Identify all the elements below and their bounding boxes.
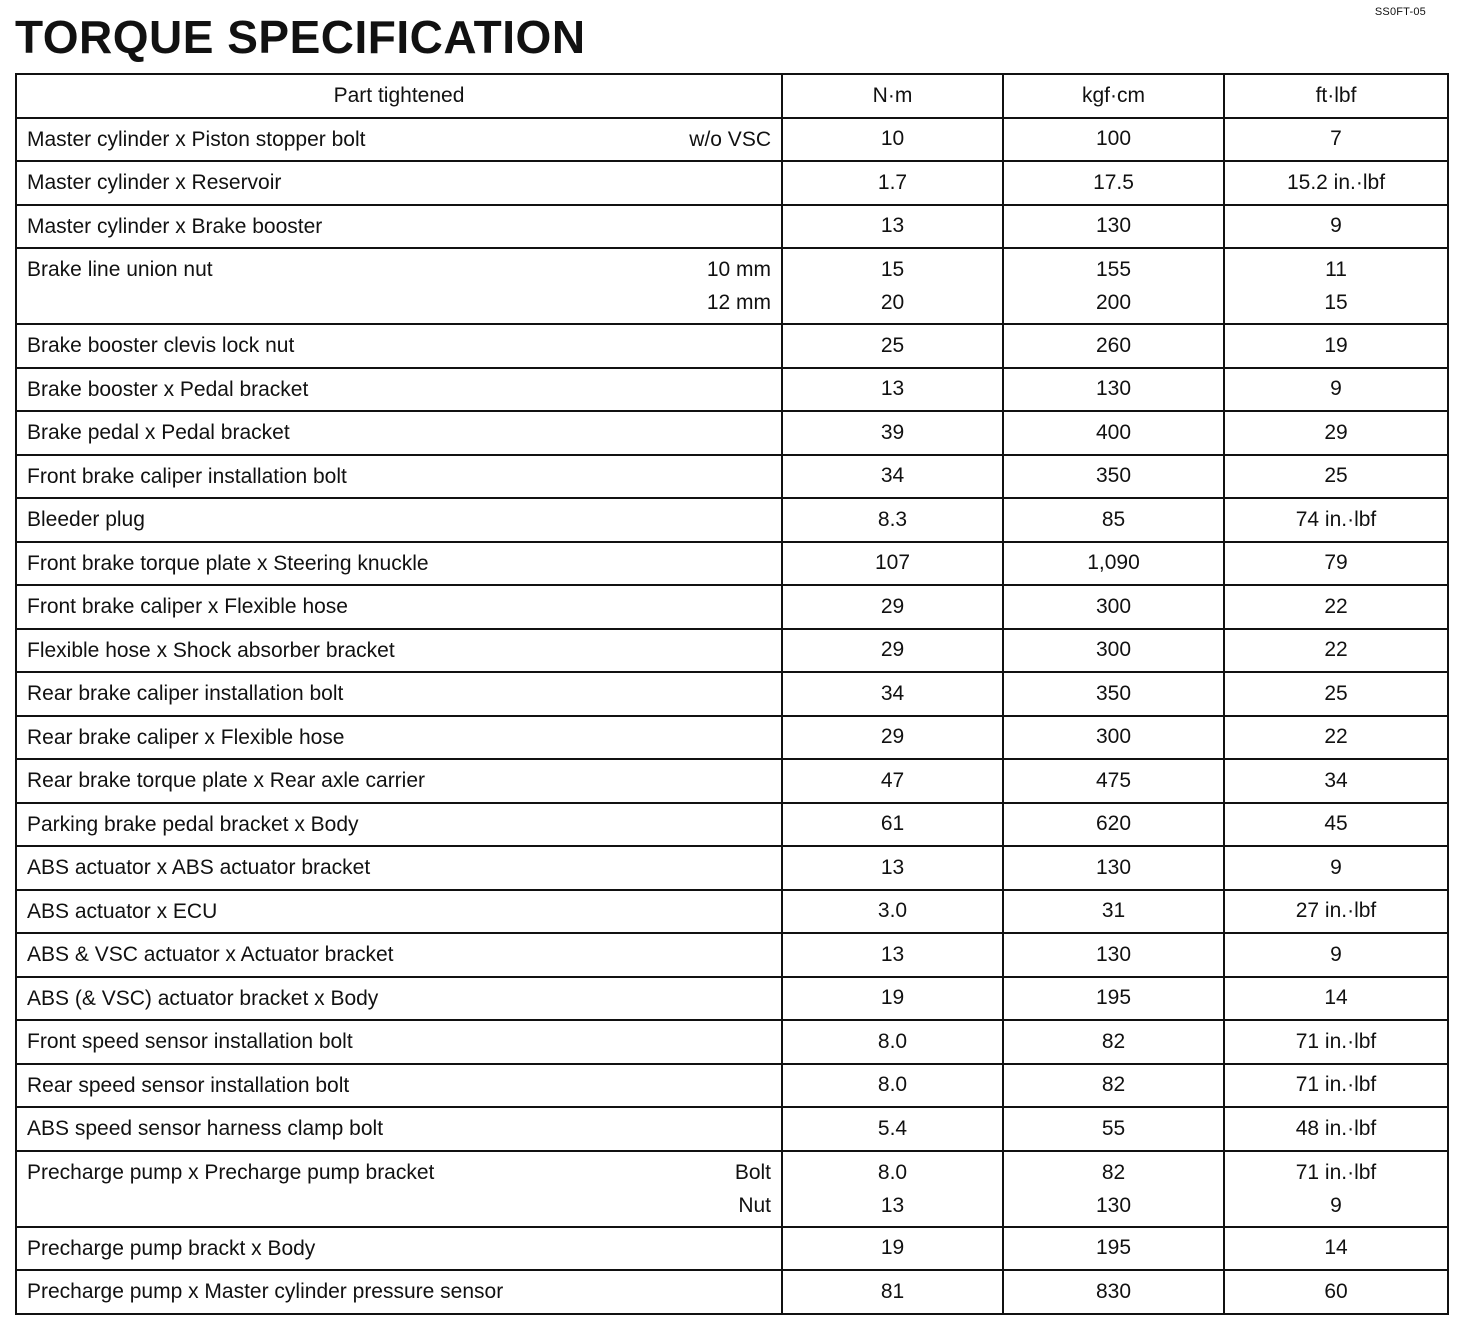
- part-tightened-cell: [16, 498, 782, 542]
- nm-value: 39: [782, 411, 1003, 455]
- kgfcm-value: 350: [1003, 455, 1224, 499]
- ftlbf-value: 15: [1324, 291, 1348, 314]
- ftlbf-value: 45: [1224, 803, 1448, 847]
- kgfcm-value: 85: [1003, 498, 1224, 542]
- part-tightened-cell: [16, 759, 782, 803]
- kgfcm-value-cell: [1003, 1151, 1224, 1227]
- table-row: [16, 1107, 1448, 1151]
- part-condition: 12 mm: [706, 291, 771, 314]
- table-row: [16, 890, 1448, 934]
- nm-value: 13: [782, 368, 1003, 412]
- ftlbf-value: 74 in.·lbf: [1224, 498, 1448, 542]
- nm-value: 25: [782, 324, 1003, 368]
- part-name: ABS actuator x ABS actuator bracket: [27, 856, 371, 880]
- table-row: [16, 118, 1448, 162]
- part-tightened-cell: [16, 1020, 782, 1064]
- part-condition: w/o VSC: [689, 127, 771, 151]
- kgfcm-value: 830: [1003, 1270, 1224, 1314]
- ftlbf-value-cell: [1224, 1151, 1448, 1227]
- nm-value: 13: [880, 1193, 905, 1217]
- nm-value: 8.0: [782, 1064, 1003, 1108]
- table-row: [16, 716, 1448, 760]
- nm-value: 13: [782, 933, 1003, 977]
- ftlbf-value: 9: [1224, 368, 1448, 412]
- nm-value: 15: [880, 258, 905, 281]
- kgfcm-value: 260: [1003, 324, 1224, 368]
- kgfcm-value: 130: [1003, 205, 1224, 249]
- table-row: [16, 248, 1448, 324]
- part-name: Master cylinder x Piston stopper bolt: [27, 127, 366, 151]
- ftlbf-value-cell: [1224, 248, 1448, 324]
- nm-value: 8.0: [877, 1160, 908, 1184]
- ftlbf-value: 9: [1330, 1193, 1342, 1217]
- part-condition: 10 mm: [706, 258, 771, 281]
- part-name: ABS & VSC actuator x Actuator bracket: [27, 943, 394, 967]
- part-tightened-cell: [16, 161, 782, 205]
- nm-value: 81: [782, 1270, 1003, 1314]
- header-nm: N·m: [782, 74, 1003, 118]
- part-name: Rear brake caliper x Flexible hose: [27, 725, 345, 749]
- part-name: Brake line union nut: [27, 258, 213, 281]
- part-name: Precharge pump brackt x Body: [27, 1236, 316, 1260]
- ftlbf-value: 9: [1224, 846, 1448, 890]
- part-name: ABS speed sensor harness clamp bolt: [27, 1117, 384, 1141]
- table-row: [16, 161, 1448, 205]
- header-kgfcm: kgf·cm: [1003, 74, 1224, 118]
- kgfcm-value: 400: [1003, 411, 1224, 455]
- nm-value: 1.7: [782, 161, 1003, 205]
- table-row: [16, 1227, 1448, 1271]
- part-name: Front brake caliper installation bolt: [27, 464, 347, 488]
- part-name: Master cylinder x Reservoir: [27, 171, 282, 195]
- table-row: [16, 205, 1448, 249]
- table-row: [16, 324, 1448, 368]
- kgfcm-value-cell: [1003, 248, 1224, 324]
- nm-value: 8.3: [782, 498, 1003, 542]
- part-tightened-cell: [16, 803, 782, 847]
- kgfcm-value: 1,090: [1003, 542, 1224, 586]
- ftlbf-value: 22: [1224, 585, 1448, 629]
- kgfcm-value: 350: [1003, 672, 1224, 716]
- part-tightened-cell: [16, 455, 782, 499]
- ftlbf-value: 9: [1224, 205, 1448, 249]
- part-name: Front speed sensor installation bolt: [27, 1030, 353, 1054]
- kgfcm-value: 475: [1003, 759, 1224, 803]
- ftlbf-value: 71 in.·lbf: [1224, 1020, 1448, 1064]
- ftlbf-value: 15.2 in.·lbf: [1224, 161, 1448, 205]
- part-name: Parking brake pedal bracket x Body: [27, 812, 359, 836]
- kgfcm-value: 82: [1003, 1020, 1224, 1064]
- part-name: Bleeder plug: [27, 508, 145, 532]
- nm-value: 19: [782, 1227, 1003, 1271]
- part-tightened-cell: [16, 716, 782, 760]
- table-row: [16, 846, 1448, 890]
- part-tightened-cell: [16, 1227, 782, 1271]
- table-row: [16, 672, 1448, 716]
- nm-value: 19: [782, 977, 1003, 1021]
- part-name: Brake booster x Pedal bracket: [27, 377, 309, 401]
- part-name: Flexible hose x Shock absorber bracket: [27, 638, 395, 662]
- kgfcm-value: 82: [1101, 1160, 1126, 1184]
- table-row: [16, 498, 1448, 542]
- nm-value: 8.0: [782, 1020, 1003, 1064]
- part-tightened-cell: [16, 542, 782, 586]
- nm-value: 34: [782, 455, 1003, 499]
- part-tightened-cell: [16, 1064, 782, 1108]
- kgfcm-value: 300: [1003, 585, 1224, 629]
- table-row: [16, 585, 1448, 629]
- table-row: [16, 542, 1448, 586]
- kgfcm-value: 195: [1003, 977, 1224, 1021]
- part-name: Brake booster clevis lock nut: [27, 334, 295, 358]
- nm-value: 107: [782, 542, 1003, 586]
- kgfcm-value: 155: [1095, 258, 1132, 281]
- ftlbf-value: 22: [1224, 629, 1448, 673]
- torque-table: [15, 73, 1449, 1315]
- nm-value: 20: [880, 291, 905, 314]
- ftlbf-value: 11: [1325, 258, 1347, 281]
- part-tightened-cell: [16, 629, 782, 673]
- kgfcm-value: 620: [1003, 803, 1224, 847]
- nm-value: 47: [782, 759, 1003, 803]
- ftlbf-value: 29: [1224, 411, 1448, 455]
- part-name: Front brake torque plate x Steering knuckle: [27, 551, 429, 575]
- ftlbf-value: 14: [1224, 1227, 1448, 1271]
- header-ftlbf: ft·lbf: [1224, 74, 1448, 118]
- page-title: TORQUE SPECIFICATION: [15, 11, 586, 63]
- table-row: [16, 411, 1448, 455]
- kgfcm-value: 17.5: [1003, 161, 1224, 205]
- part-tightened-cell: [16, 205, 782, 249]
- part-tightened-cell: [16, 248, 782, 324]
- ftlbf-value: 27 in.·lbf: [1224, 890, 1448, 934]
- ftlbf-value: 48 in.·lbf: [1224, 1107, 1448, 1151]
- table-body: [16, 118, 1448, 1314]
- part-tightened-cell: [16, 411, 782, 455]
- ftlbf-value: 25: [1224, 672, 1448, 716]
- part-name: ABS (& VSC) actuator bracket x Body: [27, 986, 379, 1010]
- part-tightened-cell: [16, 933, 782, 977]
- table-row: [16, 368, 1448, 412]
- kgfcm-value: 195: [1003, 1227, 1224, 1271]
- part-tightened-cell: [16, 368, 782, 412]
- part-name: Master cylinder x Brake booster: [27, 214, 323, 238]
- kgfcm-value: 31: [1003, 890, 1224, 934]
- ftlbf-value: 71 in.·lbf: [1224, 1064, 1448, 1108]
- part-name: ABS actuator x ECU: [27, 899, 218, 923]
- part-name: Rear brake torque plate x Rear axle carrier: [27, 769, 426, 793]
- nm-value: 13: [782, 205, 1003, 249]
- kgfcm-value: 82: [1003, 1064, 1224, 1108]
- table-row: [16, 933, 1448, 977]
- part-tightened-cell: [16, 324, 782, 368]
- nm-value: 3.0: [782, 890, 1003, 934]
- table-row: [16, 803, 1448, 847]
- table-row: [16, 1151, 1448, 1227]
- part-name: Precharge pump x Master cylinder pressure sensor: [27, 1280, 504, 1304]
- part-name: Rear speed sensor installation bolt: [27, 1073, 350, 1097]
- kgfcm-value: 130: [1095, 1193, 1132, 1217]
- table-row: [16, 1064, 1448, 1108]
- table-row: [16, 759, 1448, 803]
- kgfcm-value: 55: [1003, 1107, 1224, 1151]
- kgfcm-value: 200: [1095, 291, 1132, 314]
- kgfcm-value: 300: [1003, 716, 1224, 760]
- table-row: [16, 629, 1448, 673]
- ftlbf-value: 71 in.·lbf: [1295, 1160, 1377, 1184]
- ftlbf-value: 7: [1224, 118, 1448, 162]
- ftlbf-value: 34: [1224, 759, 1448, 803]
- part-name: Front brake caliper x Flexible hose: [27, 595, 348, 619]
- nm-value: 29: [782, 585, 1003, 629]
- kgfcm-value: 130: [1003, 368, 1224, 412]
- part-name: Precharge pump x Precharge pump bracket: [27, 1160, 435, 1184]
- part-tightened-cell: [16, 118, 782, 162]
- kgfcm-value: 100: [1003, 118, 1224, 162]
- ftlbf-value: 14: [1224, 977, 1448, 1021]
- table-row: [16, 1020, 1448, 1064]
- part-condition: Nut: [738, 1193, 771, 1217]
- nm-value: 10: [782, 118, 1003, 162]
- part-condition: Bolt: [734, 1160, 771, 1184]
- kgfcm-value: 300: [1003, 629, 1224, 673]
- table-row: [16, 1270, 1448, 1314]
- ftlbf-value: 22: [1224, 716, 1448, 760]
- nm-value: 13: [782, 846, 1003, 890]
- nm-value-cell: [782, 1151, 1003, 1227]
- part-tightened-cell: [16, 890, 782, 934]
- table-row: [16, 977, 1448, 1021]
- part-tightened-cell: [16, 1151, 782, 1227]
- ftlbf-value: 79: [1224, 542, 1448, 586]
- part-tightened-cell: [16, 1270, 782, 1314]
- nm-value: 61: [782, 803, 1003, 847]
- part-tightened-cell: [16, 585, 782, 629]
- nm-value: 29: [782, 629, 1003, 673]
- nm-value: 5.4: [782, 1107, 1003, 1151]
- ftlbf-value: 60: [1224, 1270, 1448, 1314]
- kgfcm-value: 130: [1003, 933, 1224, 977]
- part-tightened-cell: [16, 1107, 782, 1151]
- ftlbf-value: 25: [1224, 455, 1448, 499]
- nm-value-cell: [782, 248, 1003, 324]
- part-tightened-cell: [16, 977, 782, 1021]
- nm-value: 34: [782, 672, 1003, 716]
- part-name: Rear brake caliper installation bolt: [27, 682, 344, 706]
- kgfcm-value: 130: [1003, 846, 1224, 890]
- nm-value: 29: [782, 716, 1003, 760]
- part-tightened-cell: [16, 672, 782, 716]
- ftlbf-value: 19: [1224, 324, 1448, 368]
- header-part-tightened: Part tightened: [16, 74, 782, 118]
- table-row: [16, 455, 1448, 499]
- part-name: Brake pedal x Pedal bracket: [27, 421, 290, 445]
- ftlbf-value: 9: [1224, 933, 1448, 977]
- document-code: SS0FT-05: [1374, 6, 1426, 18]
- table-header-row: [16, 74, 1448, 118]
- part-tightened-cell: [16, 846, 782, 890]
